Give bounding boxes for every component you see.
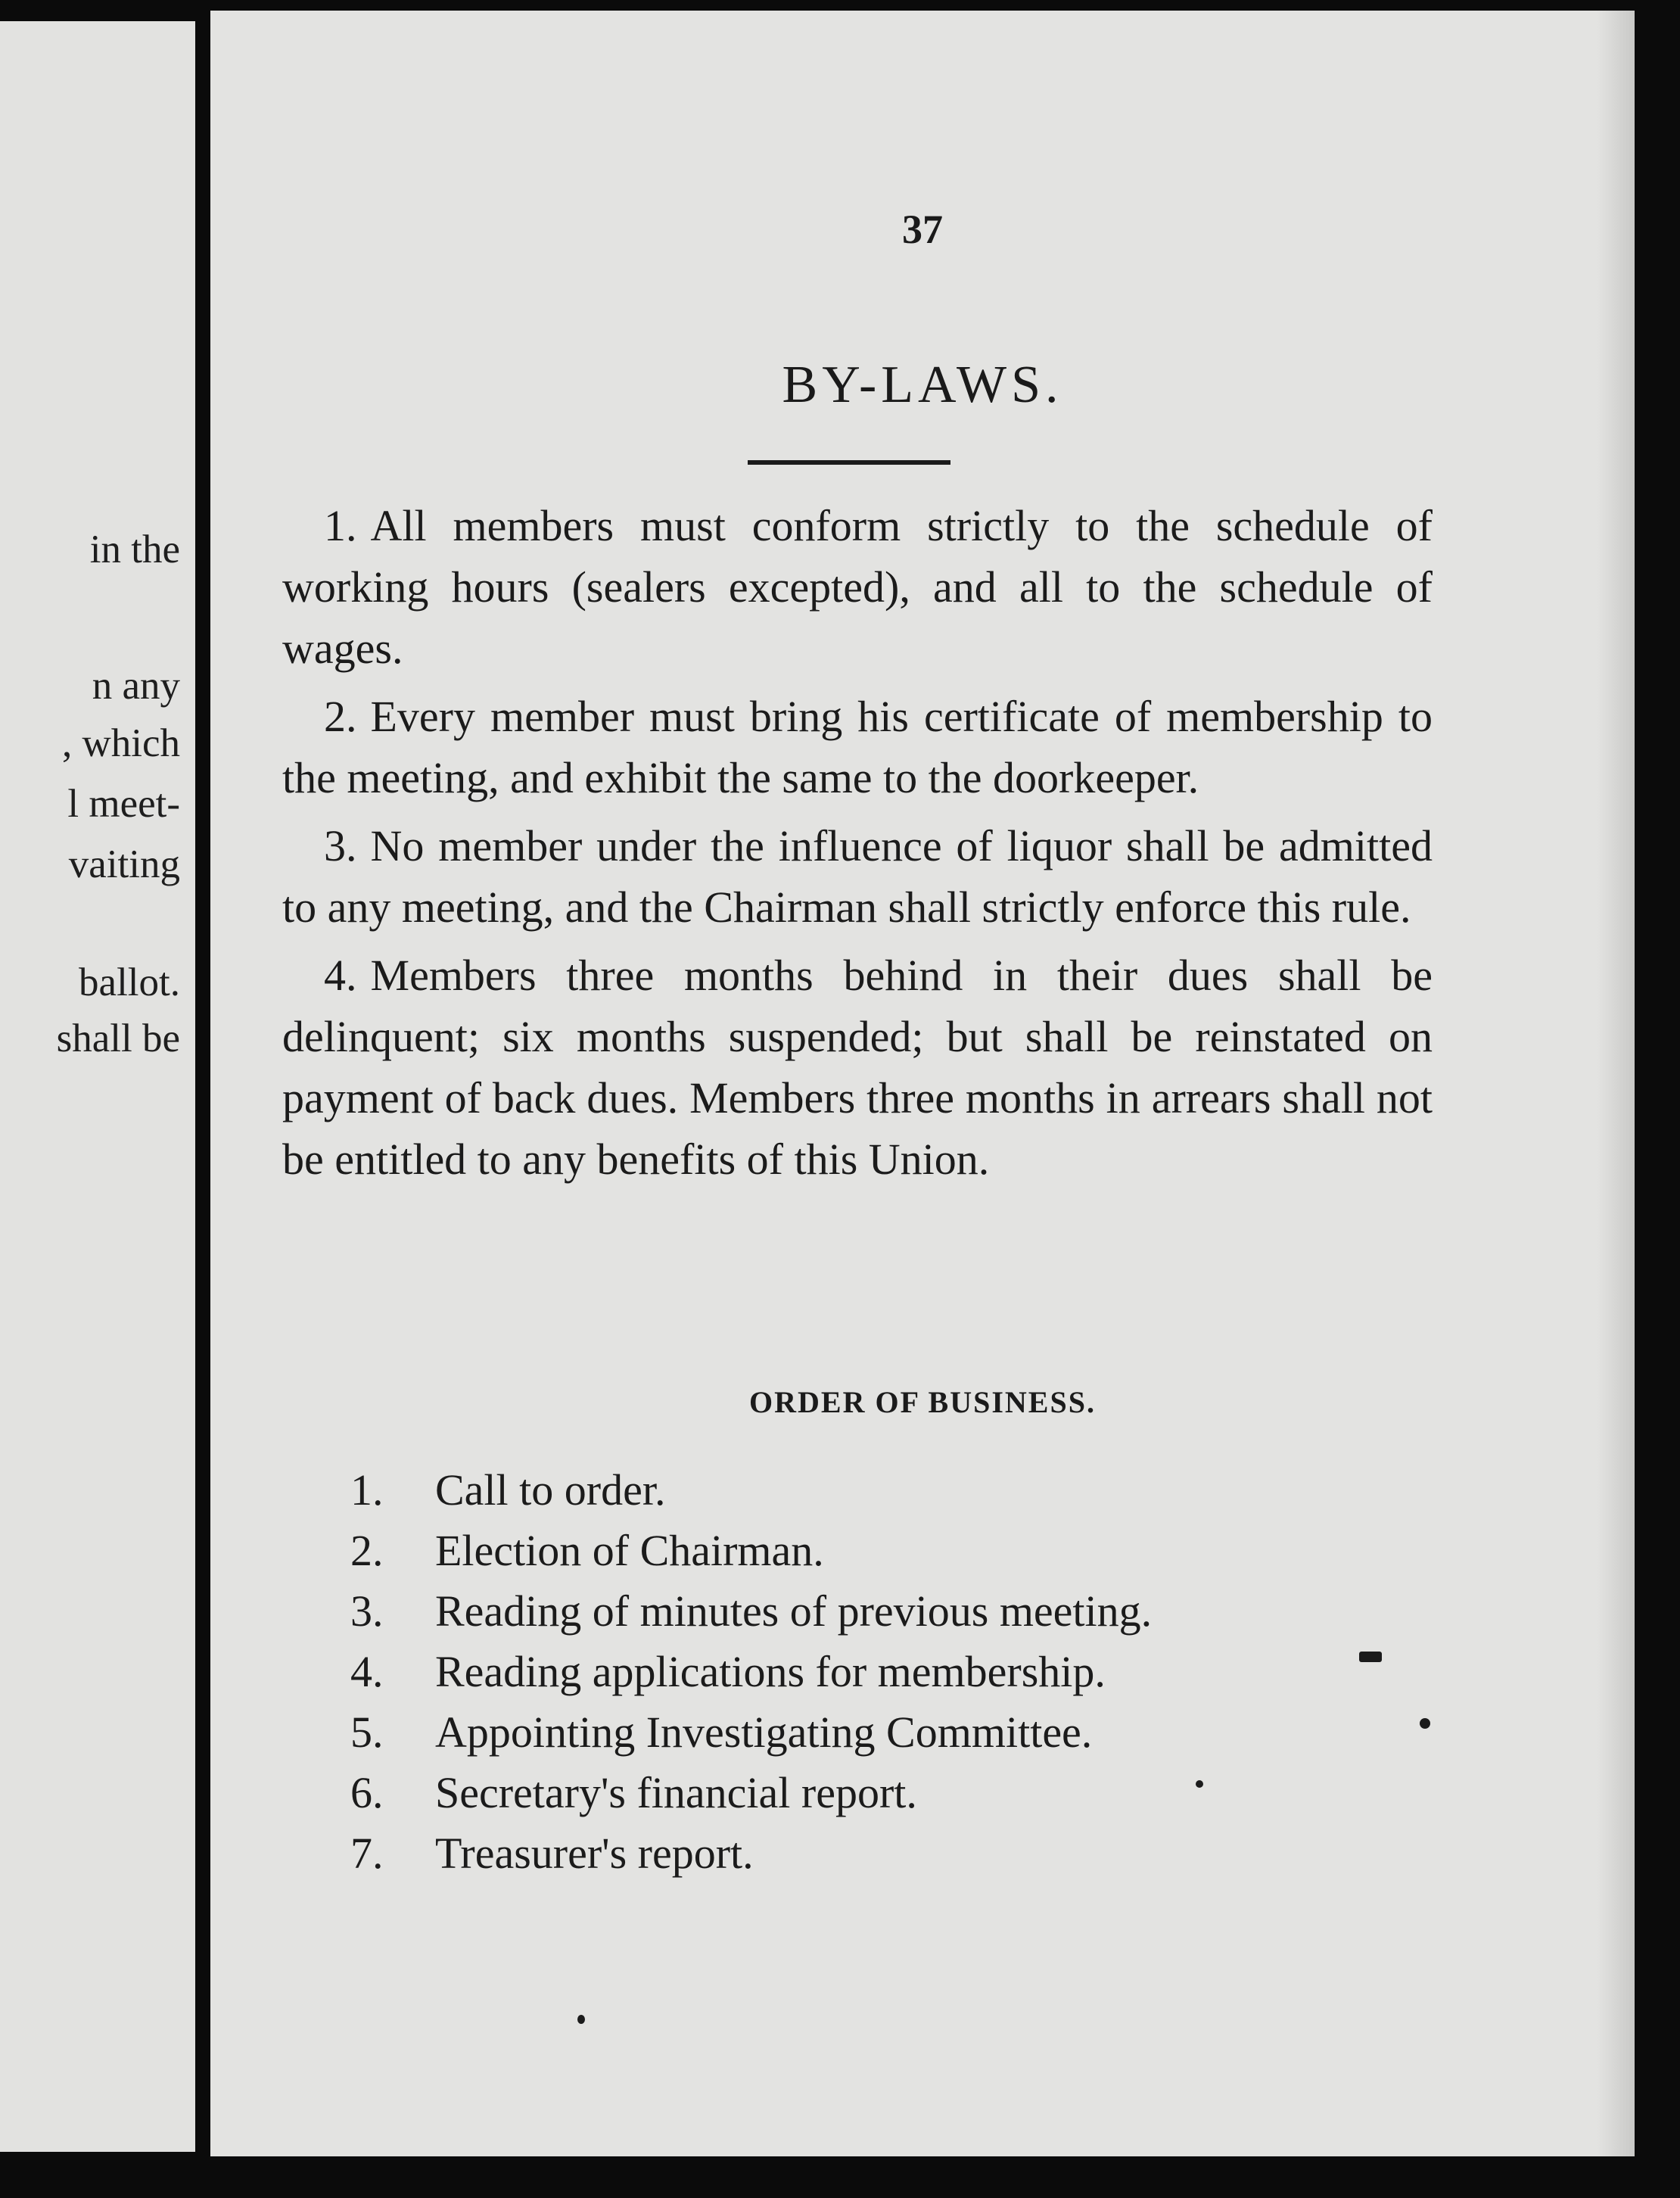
list-item-text: Reading of minutes of previous meeting. (435, 1586, 1153, 1636)
list-item (350, 1460, 1152, 1521)
bylaw-paragraph (282, 945, 1433, 1190)
page-number: 37 (902, 207, 943, 252)
list-item-number: 4. (350, 1647, 384, 1696)
book-gutter (195, 0, 210, 2198)
previous-page-line: vaiting (68, 842, 180, 886)
bylaws-paragraphs (282, 495, 1433, 1197)
list-item (350, 1702, 1152, 1763)
ink-speck (1420, 1718, 1430, 1729)
bylaw-paragraph (282, 686, 1433, 808)
bylaw-paragraph (282, 495, 1433, 679)
order-of-business-list (350, 1460, 1152, 1884)
bylaw-text: All members must conform strictly to the schedule of working hours (sealers excepted), and all to the schedule of wages. (282, 501, 1433, 673)
previous-page-line: l meet- (67, 782, 180, 826)
list-item (350, 1823, 1152, 1884)
list-item-number: 6. (350, 1768, 384, 1817)
list-item (350, 1642, 1152, 1702)
title-divider (748, 460, 950, 465)
previous-page-line: , which (61, 721, 180, 765)
bylaw-text: Every member must bring his certificate of membership to the meeting, and exhibit the same to the doorkeeper. (282, 692, 1433, 802)
list-item-text: Secretary's financial report. (435, 1768, 917, 1817)
previous-page-fragment (0, 21, 198, 2152)
list-item-text: Appointing Investigating Committee. (435, 1708, 1093, 1757)
list-item-number: 5. (350, 1708, 384, 1757)
list-item (350, 1763, 1152, 1823)
list-item-text: Election of Chairman. (435, 1526, 824, 1575)
list-item-number: 1. (350, 1465, 384, 1515)
previous-page-line: in the (89, 528, 180, 571)
list-item-number: 2. (350, 1526, 384, 1575)
ink-speck (1196, 1780, 1203, 1788)
bylaw-number: 2. (324, 692, 357, 741)
previous-page-line: n any (92, 664, 180, 708)
bylaw-text: No member under the influence of liquor shall be admitted to any meeting, and the Chairman shall strictly enforce this rule. (282, 821, 1433, 932)
list-item (350, 1521, 1152, 1581)
page-title: BY-LAWS. (782, 356, 1063, 414)
previous-page-line: ballot. (79, 960, 180, 1004)
previous-page-line: shall be (56, 1016, 180, 1060)
bylaw-text: Members three months behind in their dues shall be delinquent; six months suspended; but shall be reinstated on payment of back dues. Members three months in arrears shall not be entitled to any benefits of this Union. (282, 951, 1433, 1184)
bylaw-paragraph (282, 815, 1433, 938)
bylaw-number: 4. (324, 951, 357, 1000)
list-item-number: 3. (350, 1586, 384, 1636)
page (210, 11, 1635, 2156)
list-item-text: Treasurer's report. (435, 1829, 754, 1878)
list-item (350, 1581, 1152, 1642)
list-item-text: Reading applications for membership. (435, 1647, 1106, 1696)
list-item-number: 7. (350, 1829, 384, 1878)
list-item-text: Call to order. (435, 1465, 666, 1515)
bylaw-number: 1. (324, 501, 357, 550)
ink-speck (1359, 1652, 1382, 1662)
ink-speck (577, 2015, 585, 2024)
bylaw-number: 3. (324, 821, 357, 870)
order-of-business-heading: ORDER OF BUSINESS. (749, 1385, 1096, 1419)
